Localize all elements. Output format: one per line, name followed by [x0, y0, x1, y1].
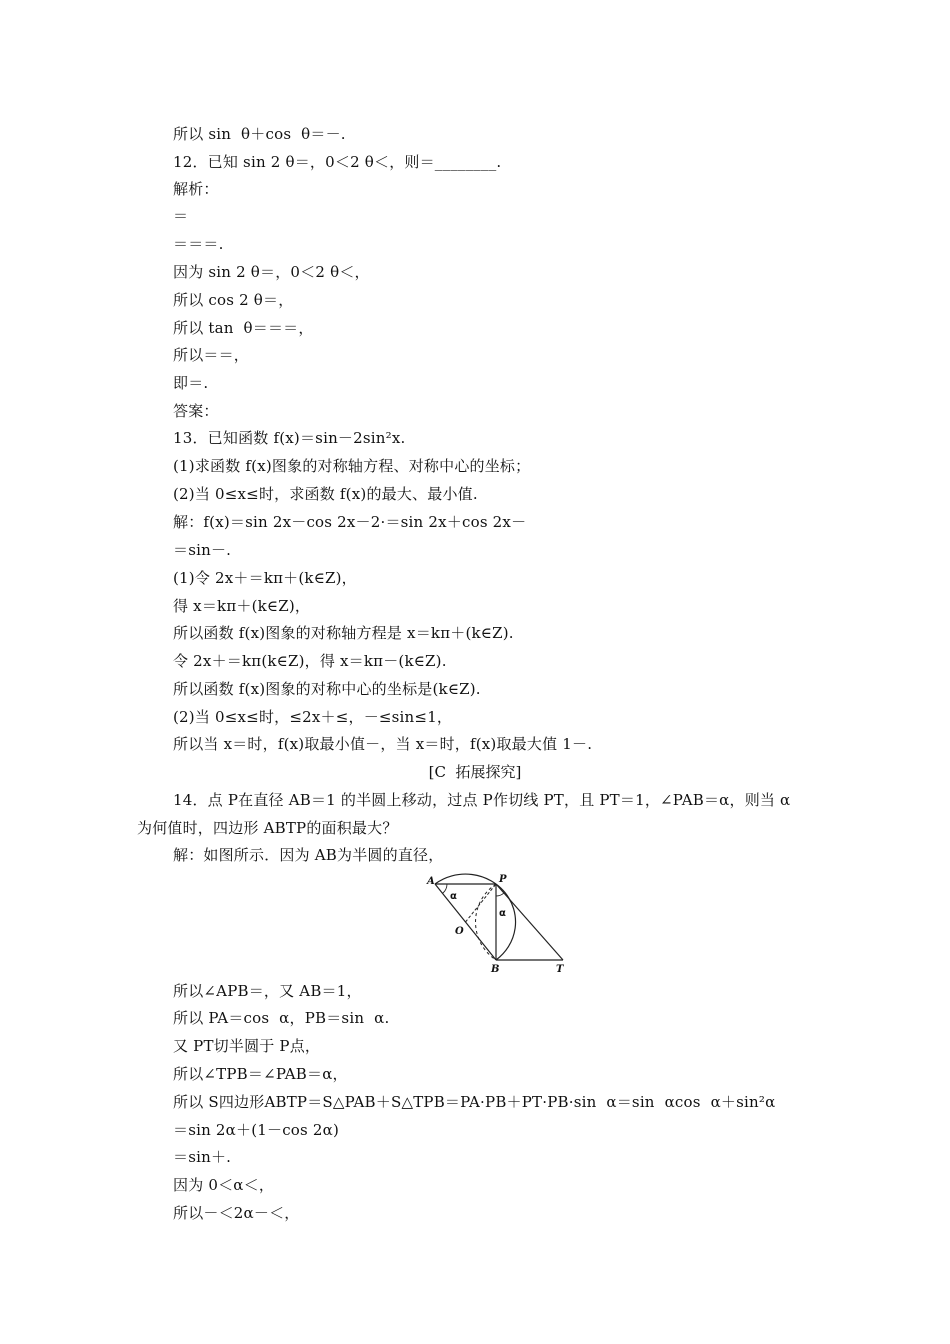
label-a: A: [427, 876, 435, 887]
geometry-figure: [415, 872, 575, 976]
text-line: 所以 S四边形ABTP＝S△PAB＋S△TPB＝PA·PB＋PT·PB·sin α＝sin αcos α＋sin²α: [173, 1093, 776, 1111]
text-line: ＝sin 2α＋(1－cos 2α): [173, 1121, 340, 1139]
text-line: 又 PT切半圆于 P点，: [173, 1037, 321, 1055]
text-line: (2)当 0≤x≤时，≤2x＋≤，－≤sin≤1，: [173, 708, 453, 726]
text-line: 所以∠TPB＝∠PAB＝α，: [173, 1065, 348, 1083]
text-line: 所以∠APB＝，又 AB＝1，: [173, 982, 362, 1000]
text-line: ＝sin－.: [173, 541, 232, 559]
text-line: ＝: [173, 207, 189, 225]
angle-arc-p: [496, 893, 504, 896]
dashed-arc: [476, 884, 496, 960]
text-line: 所以 tan θ＝＝＝，: [173, 319, 314, 337]
problem-12-statement: 12．已知 sin 2 θ＝，0＜2 θ＜，则＝________.: [173, 153, 502, 171]
text-line: 所以 sin θ＋cos θ＝－.: [173, 125, 346, 143]
text-line: 所以函数 f(x)图象的对称中心的坐标是(k∈Z).: [173, 680, 481, 698]
label-alpha-a: α: [450, 891, 457, 902]
label-b: B: [491, 964, 500, 975]
text-line: 所以 PA＝cos α，PB＝sin α.: [173, 1009, 390, 1027]
text-line: 所以 cos 2 θ＝，: [173, 291, 294, 309]
text-line: 解析：: [173, 180, 219, 198]
problem-14-statement-cont: 为何值时，四边形 ABTP的面积最大？: [137, 819, 398, 837]
text-line: 因为 0＜α＜，: [173, 1176, 275, 1194]
problem-13-statement: 13．已知函数 f(x)＝sin－2sin²x.: [173, 429, 406, 447]
text-line: ＝＝＝.: [173, 235, 224, 253]
label-alpha-p: α: [499, 908, 506, 919]
text-line: (1)求函数 f(x)图象的对称轴方程、对称中心的坐标；: [173, 457, 531, 475]
label-t: T: [556, 964, 564, 975]
section-heading: [C 拓展探究]: [428, 763, 522, 781]
label-o: O: [455, 926, 464, 937]
semicircle-diagram: [415, 872, 575, 976]
text-line: 答案：: [173, 402, 219, 420]
text-line: (1)令 2x＋＝kπ＋(k∈Z)，: [173, 569, 357, 587]
text-line: 令 2x＋＝kπ(k∈Z)，得 x＝kπ－(k∈Z).: [173, 652, 447, 670]
text-line: 解：f(x)＝sin 2x－cos 2x－2·＝sin 2x＋cos 2x－: [173, 513, 527, 531]
text-line: 所以－＜2α－＜，: [173, 1204, 300, 1222]
text-line: 得 x＝kπ＋(k∈Z)，: [173, 597, 311, 615]
segment-pt: [496, 884, 563, 960]
text-line: 即＝.: [173, 374, 209, 392]
problem-14-statement: 14．点 P在直径 AB＝1 的半圆上移动，过点 P作切线 PT，且 PT＝1，∠PAB＝α，则当 α: [173, 791, 791, 809]
text-line: 解：如图所示．因为 AB为半圆的直径，: [173, 846, 444, 864]
segment-op: [466, 884, 497, 922]
text-line: ＝sin＋.: [173, 1148, 232, 1166]
text-line: 所以＝＝，: [173, 346, 250, 364]
angle-arc-a: [443, 884, 448, 893]
text-line: (2)当 0≤x≤时，求函数 f(x)的最大、最小值.: [173, 485, 478, 503]
text-line: 因为 sin 2 θ＝，0＜2 θ＜，: [173, 263, 370, 281]
text-line: 所以当 x＝时，f(x)取最小值－，当 x＝时，f(x)取最大值 1－.: [173, 735, 593, 753]
label-p: P: [499, 874, 507, 885]
text-line: 所以函数 f(x)图象的对称轴方程是 x＝kπ＋(k∈Z).: [173, 624, 514, 642]
